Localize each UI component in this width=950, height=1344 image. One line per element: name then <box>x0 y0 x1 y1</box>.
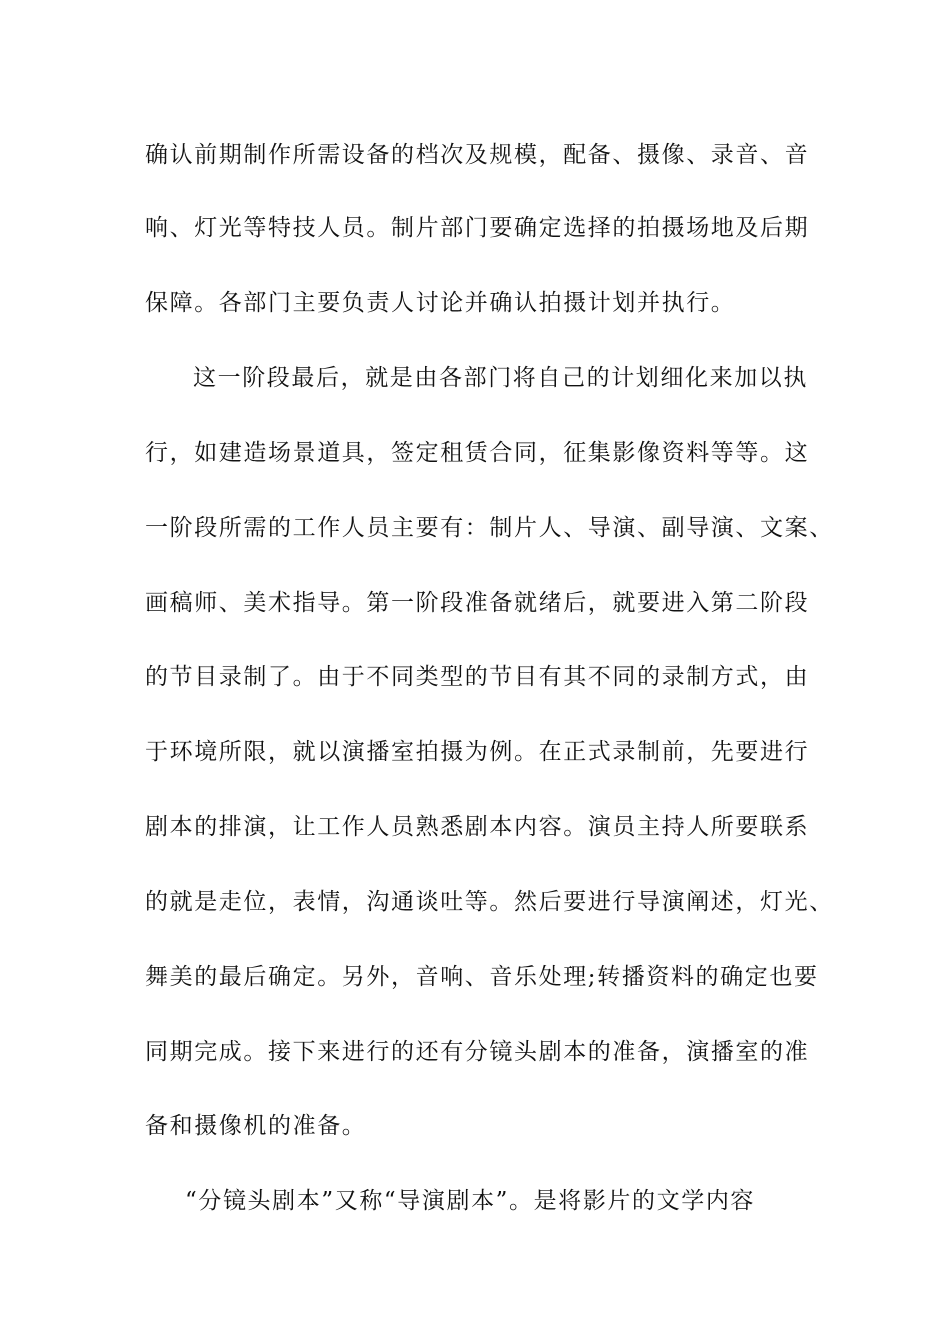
text-line: 的就是走位，表情，沟通谈吐等。然后要进行导演阐述，灯光、 <box>145 889 834 915</box>
text-line: 一阶段所需的工作人员主要有：制片人、导演、副导演、文案、 <box>145 515 834 541</box>
text-line: 的节目录制了。由于不同类型的节目有其不同的录制方式，由 <box>145 664 810 690</box>
paragraph-first-line: 这一阶段最后，就是由各部门将自己的计划细化来加以执 <box>193 365 808 391</box>
text-line: 于环境所限，就以演播室拍摄为例。在正式录制前，先要进行 <box>145 739 810 765</box>
text-line: 同期完成。接下来进行的还有分镜头剧本的准备，演播室的准 <box>145 1039 810 1065</box>
text-line: 画稿师、美术指导。第一阶段准备就绪后，就要进入第二阶段 <box>145 590 810 616</box>
text-line: 确认前期制作所需设备的档次及规模，配备、摄像、录音、音 <box>145 142 810 168</box>
text-line: 响、灯光等特技人员。制片部门要确定选择的拍摄场地及后期 <box>145 215 810 241</box>
text-line: 舞美的最后确定。另外，音响、音乐处理;转播资料的确定也要 <box>145 964 819 990</box>
text-line: 保障。各部门主要负责人讨论并确认拍摄计划并执行。 <box>145 290 736 316</box>
text-line: 行，如建造场景道具，签定租赁合同，征集影像资料等等。这 <box>145 440 810 466</box>
text-line: 备和摄像机的准备。 <box>145 1113 367 1139</box>
paragraph-first-line: “分镜头剧本”又称“导演剧本”。是将影片的文学内容 <box>185 1188 756 1214</box>
text-line: 剧本的排演，让工作人员熟悉剧本内容。演员主持人所要联系 <box>145 814 810 840</box>
